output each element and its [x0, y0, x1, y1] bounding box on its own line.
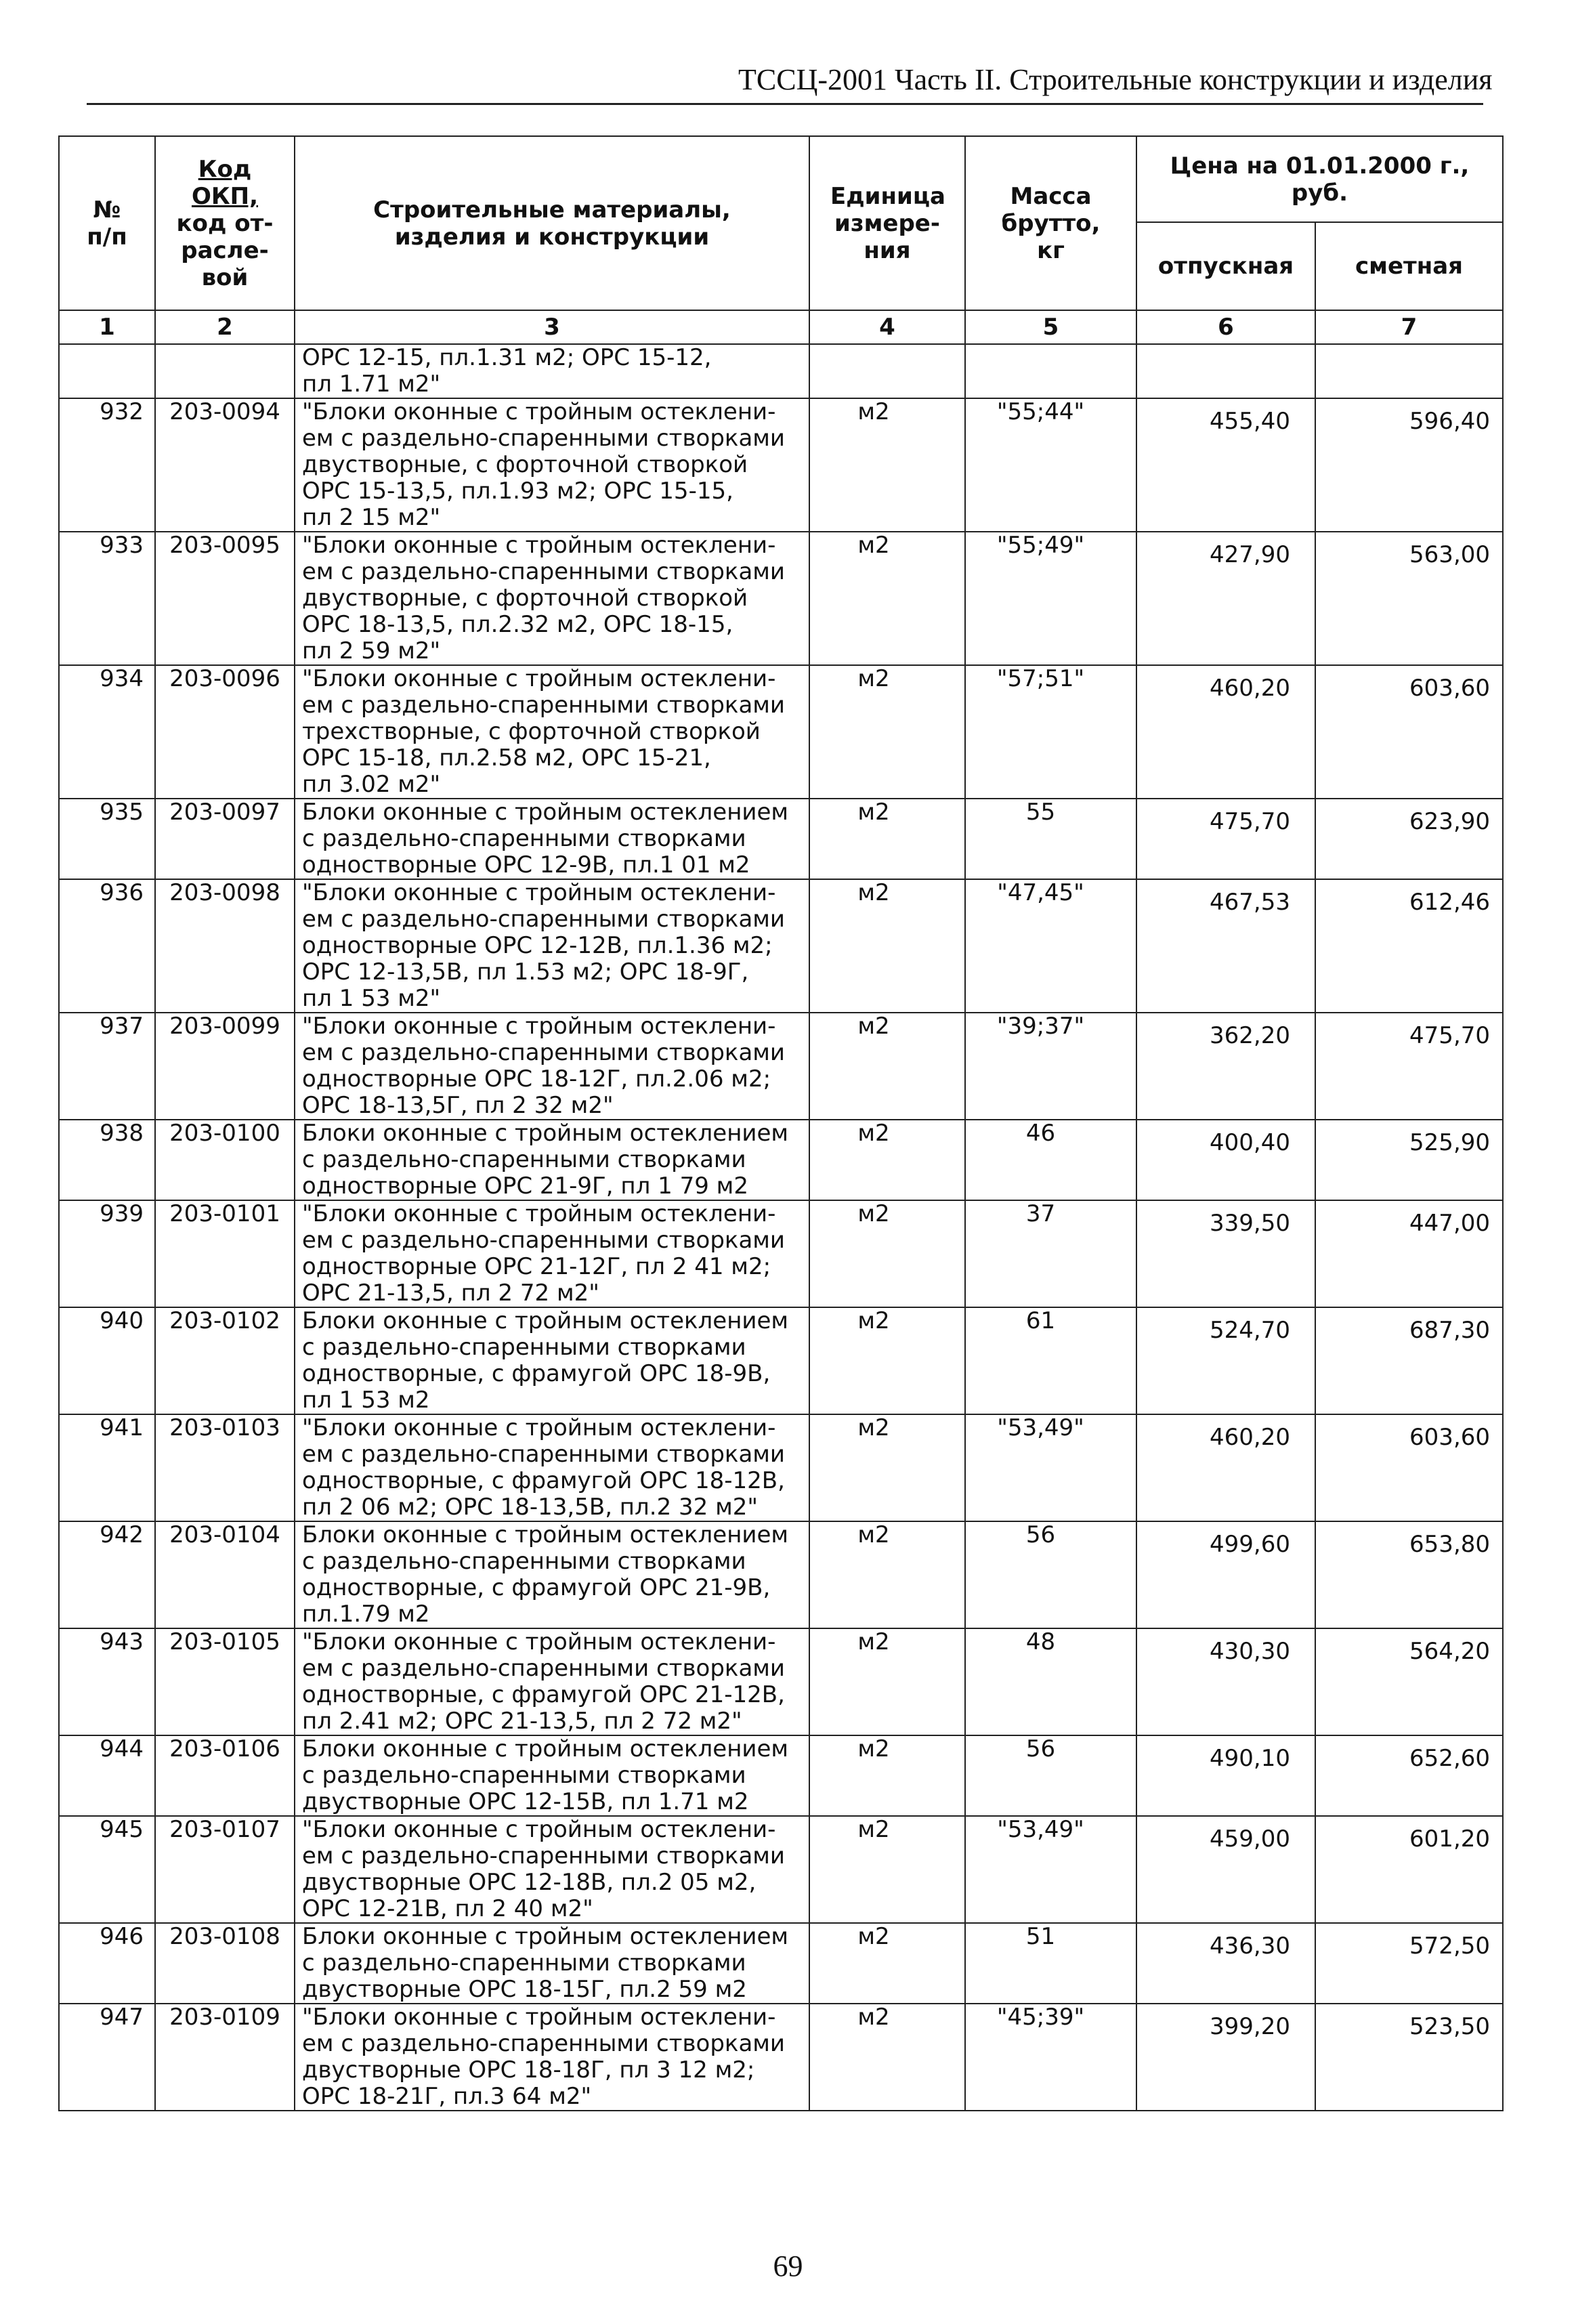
- row-mass: "55;49": [965, 532, 1136, 665]
- row-code: 203-0109: [155, 2004, 295, 2111]
- column-number-row: [59, 310, 1503, 344]
- row-number: 943: [59, 1628, 155, 1735]
- row-name: "Блоки оконные с тройным остеклени- ем с раздельно-спаренными створками одностворные ОРС 12-12В, пл.1.36 м2; ОРС 12-13,5В, пл 1.53 м2; ОРС 18-9Г, пл 1 53 м2": [295, 879, 809, 1013]
- row-price-estimate: 653,80: [1315, 1521, 1503, 1628]
- col-header-price-group: Цена на 01.01.2000 г., руб.: [1136, 136, 1503, 222]
- row-number: 937: [59, 1013, 155, 1120]
- row-price-estimate: 652,60: [1315, 1735, 1503, 1816]
- row-code: 203-0103: [155, 1414, 295, 1521]
- page-header-title: ТССЦ-2001 Часть II. Строительные конструкции и изделия: [738, 63, 1493, 96]
- row-mass: "55;44": [965, 398, 1136, 532]
- row-unit: м2: [809, 2004, 965, 2111]
- row-number: 940: [59, 1307, 155, 1414]
- col-header-num-line1: №: [93, 196, 121, 224]
- row-price-release: 467,53: [1136, 879, 1315, 1013]
- row-name: Блоки оконные с тройным остеклением с раздельно-спаренными створками одностворные ОРС 21-9Г, пл 1 79 м2: [295, 1120, 809, 1200]
- column-number: 2: [155, 310, 295, 344]
- row-name: "Блоки оконные с тройным остеклени- ем с раздельно-спаренными створками двустворные, с форточной створкой ОРС 18-13,5, пл.2.32 м2, ОРС 18-15, пл 2 59 м2": [295, 532, 809, 665]
- continuation-row: [59, 344, 1503, 398]
- row-code: 203-0095: [155, 532, 295, 665]
- row-price-release: 455,40: [1136, 398, 1315, 532]
- row-unit: м2: [809, 1628, 965, 1735]
- row-code: 203-0098: [155, 879, 295, 1013]
- row-name: "Блоки оконные с тройным остеклени- ем с раздельно-спаренными створками двустворные ОРС 12-18В, пл.2 05 м2, ОРС 12-21В, пл 2 40 м2": [295, 1816, 809, 1923]
- row-price-estimate: 572,50: [1315, 1923, 1503, 2004]
- row-unit: м2: [809, 1735, 965, 1816]
- row-mass: 56: [965, 1521, 1136, 1628]
- col-header-code: [155, 136, 295, 310]
- row-number: 932: [59, 398, 155, 532]
- row-price-release: 427,90: [1136, 532, 1315, 665]
- row-mass: 51: [965, 1923, 1136, 2004]
- row-name: Блоки оконные с тройным остеклением с раздельно-спаренными створками одностворные, с фрамугой ОРС 18-9В, пл 1 53 м2: [295, 1307, 809, 1414]
- row-code: 203-0099: [155, 1013, 295, 1120]
- row-mass: 46: [965, 1120, 1136, 1200]
- col-header-unit: Единица измере-ния: [809, 136, 965, 310]
- row-name: "Блоки оконные с тройным остеклени- ем с раздельно-спаренными створками двустворные ОРС 18-18Г, пл 3 12 м2; ОРС 18-21Г, пл.3 64 м2": [295, 2004, 809, 2111]
- page-number: 69: [773, 2249, 803, 2283]
- row-name: "Блоки оконные с тройным остеклени- ем с раздельно-спаренными створками одностворные, с фрамугой ОРС 18-12В, пл 2 06 м2; ОРС 18-13,5В, пл.2 32 м2": [295, 1414, 809, 1521]
- column-number: 3: [295, 310, 809, 344]
- table-row: [59, 1120, 1503, 1200]
- column-number: 5: [965, 310, 1136, 344]
- row-price-estimate: 596,40: [1315, 398, 1503, 532]
- row-price-estimate: 564,20: [1315, 1628, 1503, 1735]
- table-row: [59, 665, 1503, 799]
- row-price-release: 524,70: [1136, 1307, 1315, 1414]
- row-code: 203-0107: [155, 1816, 295, 1923]
- table-row: [59, 1816, 1503, 1923]
- row-number: 934: [59, 665, 155, 799]
- row-price-release: 400,40: [1136, 1120, 1315, 1200]
- col-header-num-line2: п/п: [87, 223, 127, 251]
- col-header-code-line1: Код: [198, 155, 252, 183]
- row-code: 203-0104: [155, 1521, 295, 1628]
- table-row: [59, 1414, 1503, 1521]
- row-code: 203-0096: [155, 665, 295, 799]
- col-header-price-estimate: сметная: [1315, 222, 1503, 310]
- col-header-code-line3: код от-: [176, 209, 274, 237]
- row-price-estimate: 687,30: [1315, 1307, 1503, 1414]
- row-unit: м2: [809, 532, 965, 665]
- row-unit: м2: [809, 1307, 965, 1414]
- row-price-estimate: 447,00: [1315, 1200, 1503, 1307]
- row-name: "Блоки оконные с тройным остеклени- ем с раздельно-спаренными створками одностворные, с фрамугой ОРС 21-12В, пл 2.41 м2; ОРС 21-13,5, пл 2 72 м2": [295, 1628, 809, 1735]
- row-name: "Блоки оконные с тройным остеклени- ем с раздельно-спаренными створками одностворные ОРС 21-12Г, пл 2 41 м2; ОРС 21-13,5, пл 2 72 м2": [295, 1200, 809, 1307]
- row-price-estimate: 603,60: [1315, 1414, 1503, 1521]
- row-name: "Блоки оконные с тройным остеклени- ем с раздельно-спаренными створками трехстворные, с форточной створкой ОРС 15-18, пл.2.58 м2, ОРС 15-21, пл 3.02 м2": [295, 665, 809, 799]
- table-row: [59, 532, 1503, 665]
- row-name: Блоки оконные с тройным остеклением с раздельно-спаренными створками двустворные ОРС 18-15Г, пл.2 59 м2: [295, 1923, 809, 2004]
- row-price-release: 475,70: [1136, 799, 1315, 879]
- row-price-release: 460,20: [1136, 665, 1315, 799]
- row-unit: м2: [809, 1521, 965, 1628]
- row-number: 945: [59, 1816, 155, 1923]
- row-price-release: 339,50: [1136, 1200, 1315, 1307]
- col-header-price-release: отпускная: [1136, 222, 1315, 310]
- col-header-code-line4: расле-: [181, 236, 269, 264]
- row-unit: м2: [809, 879, 965, 1013]
- row-price-estimate: 623,90: [1315, 799, 1503, 879]
- row-name: Блоки оконные с тройным остеклением с раздельно-спаренными створками двустворные ОРС 12-15В, пл 1.71 м2: [295, 1735, 809, 1816]
- row-code: 203-0108: [155, 1923, 295, 2004]
- table-row: [59, 1307, 1503, 1414]
- row-number: 939: [59, 1200, 155, 1307]
- row-price-estimate: 525,90: [1315, 1120, 1503, 1200]
- row-price-release: 460,20: [1136, 1414, 1315, 1521]
- table-row: [59, 2004, 1503, 2111]
- price-table: [58, 135, 1504, 2111]
- column-number: 7: [1315, 310, 1503, 344]
- row-price-estimate: 523,50: [1315, 2004, 1503, 2111]
- row-mass: "53,49": [965, 1414, 1136, 1521]
- row-price-estimate: 475,70: [1315, 1013, 1503, 1120]
- row-mass: 61: [965, 1307, 1136, 1414]
- row-unit: м2: [809, 1200, 965, 1307]
- row-code: 203-0102: [155, 1307, 295, 1414]
- row-mass: "45;39": [965, 2004, 1136, 2111]
- row-number: 944: [59, 1735, 155, 1816]
- table-row: [59, 1923, 1503, 2004]
- row-code: 203-0094: [155, 398, 295, 532]
- table-row: [59, 1013, 1503, 1120]
- row-name: "Блоки оконные с тройным остеклени- ем с раздельно-спаренными створками одностворные ОРС 18-12Г, пл.2.06 м2; ОРС 18-13,5Г, пл 2 32 м2": [295, 1013, 809, 1120]
- row-unit: м2: [809, 1923, 965, 2004]
- row-unit: м2: [809, 665, 965, 799]
- row-price-release: 436,30: [1136, 1923, 1315, 2004]
- table-row: [59, 879, 1503, 1013]
- row-number: 946: [59, 1923, 155, 2004]
- column-number: 1: [59, 310, 155, 344]
- row-number: 935: [59, 799, 155, 879]
- row-unit: м2: [809, 1816, 965, 1923]
- col-header-materials: Строительные материалы, изделия и конструкции: [295, 136, 809, 310]
- row-unit: м2: [809, 799, 965, 879]
- row-name: "Блоки оконные с тройным остеклени- ем с раздельно-спаренными створками двустворные, с форточной створкой ОРС 15-13,5, пл.1.93 м2; ОРС 15-15, пл 2 15 м2": [295, 398, 809, 532]
- row-mass: "47,45": [965, 879, 1136, 1013]
- table-row: [59, 1628, 1503, 1735]
- table-row: [59, 1200, 1503, 1307]
- col-header-code-line5: вой: [201, 263, 249, 291]
- col-header-num: [59, 136, 155, 310]
- row-mass: "39;37": [965, 1013, 1136, 1120]
- row-number: 947: [59, 2004, 155, 2111]
- row-name: Блоки оконные с тройным остеклением с раздельно-спаренными створками одностворные ОРС 12-9В, пл.1 01 м2: [295, 799, 809, 879]
- header-rule: [87, 103, 1483, 105]
- col-header-code-line2: ОКП,: [191, 182, 259, 210]
- row-mass: 55: [965, 799, 1136, 879]
- row-price-release: 399,20: [1136, 2004, 1315, 2111]
- row-unit: м2: [809, 398, 965, 532]
- row-price-estimate: 601,20: [1315, 1816, 1503, 1923]
- row-mass: "57;51": [965, 665, 1136, 799]
- row-number: 933: [59, 532, 155, 665]
- row-unit: м2: [809, 1120, 965, 1200]
- row-number: 942: [59, 1521, 155, 1628]
- col-header-mass: Масса брутто, кг: [965, 136, 1136, 310]
- row-price-release: 430,30: [1136, 1628, 1315, 1735]
- row-number: 938: [59, 1120, 155, 1200]
- row-code: 203-0106: [155, 1735, 295, 1816]
- row-price-release: 490,10: [1136, 1735, 1315, 1816]
- continuation-text: ОРС 12-15, пл.1.31 м2; ОРС 15-12, пл 1.71 м2": [295, 344, 809, 398]
- row-price-release: 362,20: [1136, 1013, 1315, 1120]
- row-code: 203-0101: [155, 1200, 295, 1307]
- table-row: [59, 1735, 1503, 1816]
- row-mass: "53,49": [965, 1816, 1136, 1923]
- row-mass: 48: [965, 1628, 1136, 1735]
- row-unit: м2: [809, 1013, 965, 1120]
- row-number: 936: [59, 879, 155, 1013]
- row-mass: 37: [965, 1200, 1136, 1307]
- column-number: 6: [1136, 310, 1315, 344]
- row-mass: 56: [965, 1735, 1136, 1816]
- row-price-estimate: 612,46: [1315, 879, 1503, 1013]
- row-price-estimate: 603,60: [1315, 665, 1503, 799]
- table-row: [59, 1521, 1503, 1628]
- column-number: 4: [809, 310, 965, 344]
- row-unit: м2: [809, 1414, 965, 1521]
- table-row: [59, 799, 1503, 879]
- row-price-release: 459,00: [1136, 1816, 1315, 1923]
- row-code: 203-0100: [155, 1120, 295, 1200]
- row-price-release: 499,60: [1136, 1521, 1315, 1628]
- row-code: 203-0097: [155, 799, 295, 879]
- row-price-estimate: 563,00: [1315, 532, 1503, 665]
- row-name: Блоки оконные с тройным остеклением с раздельно-спаренными створками одностворные, с фрамугой ОРС 21-9В, пл.1.79 м2: [295, 1521, 809, 1628]
- row-code: 203-0105: [155, 1628, 295, 1735]
- row-number: 941: [59, 1414, 155, 1521]
- table-row: [59, 398, 1503, 532]
